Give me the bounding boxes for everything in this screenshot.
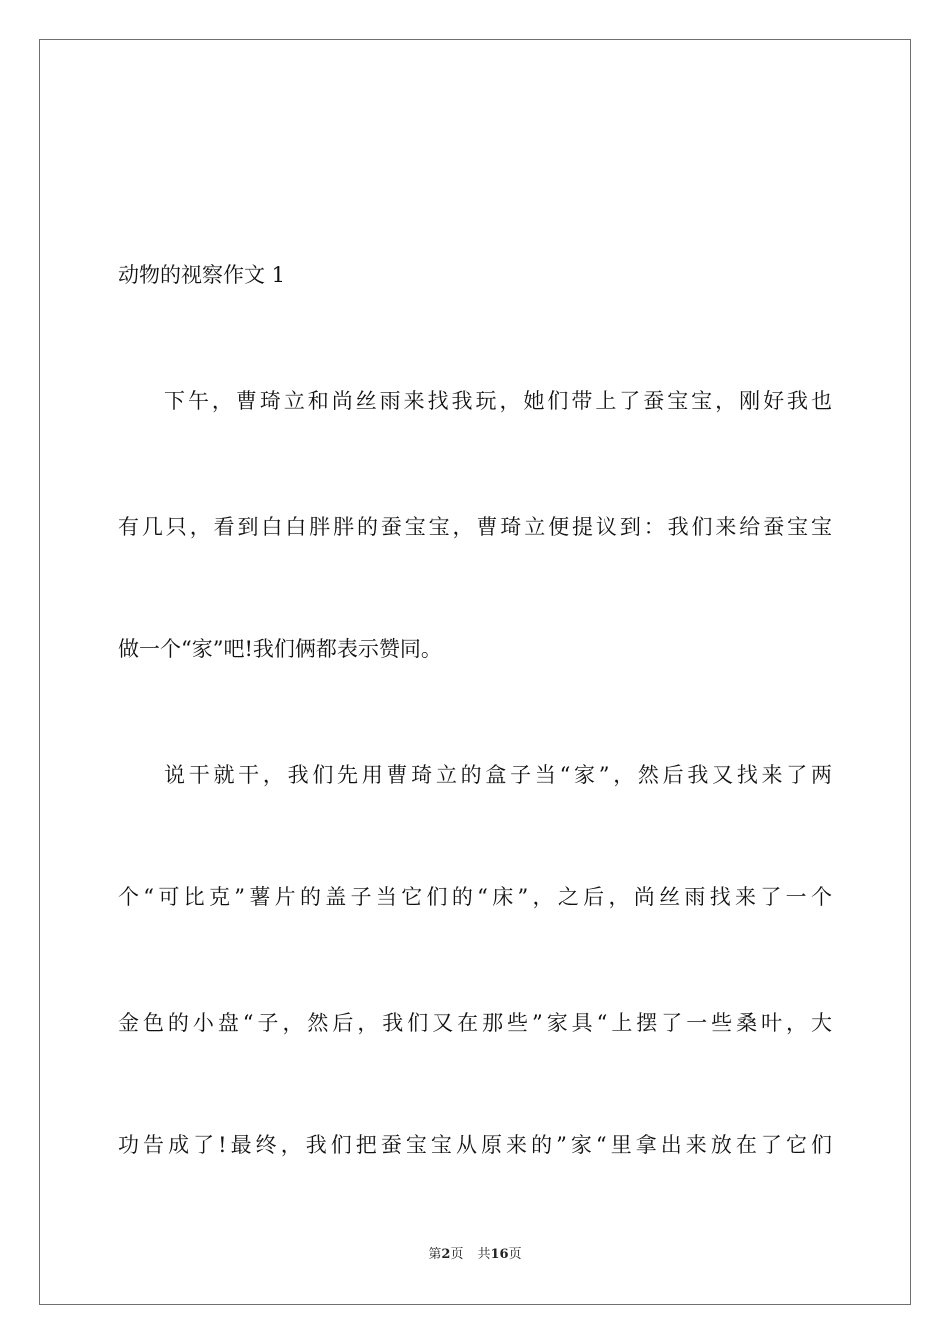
- current-page-number: 2: [441, 1247, 451, 1262]
- document-title: 动物的视察作文 1: [118, 263, 286, 287]
- paragraph-1-line-3: 做一个“家”吧!我们俩都表示赞同。: [118, 637, 442, 661]
- paragraph-2-line-2: 个“可比克”薯片的盖子当它们的“床”，之后，尚丝雨找来了一个: [118, 885, 832, 909]
- page-prefix: 第: [428, 1247, 442, 1262]
- paragraph-1-line-2: 有几只，看到白白胖胖的蚕宝宝，曹琦立便提议到：我们来给蚕宝宝: [118, 515, 832, 539]
- total-prefix: 共: [477, 1247, 491, 1262]
- page-border: [39, 39, 911, 1305]
- page-footer: [0, 1246, 950, 1264]
- total-suffix: 页: [508, 1247, 522, 1262]
- page-suffix: 页: [450, 1247, 464, 1262]
- paragraph-1-line-1: 下午，曹琦立和尚丝雨来找我玩，她们带上了蚕宝宝，刚好我也: [164, 389, 832, 413]
- paragraph-2-line-3: 金色的小盘“子，然后，我们又在那些”家具“上摆了一些桑叶，大: [118, 1011, 832, 1035]
- paragraph-2-line-1: 说干就干，我们先用曹琦立的盒子当“家”，然后我又找来了两: [164, 763, 832, 787]
- paragraph-2-line-4: 功告成了!最终，我们把蚕宝宝从原来的”家“里拿出来放在了它们: [118, 1133, 832, 1157]
- total-page-count: 16: [490, 1247, 509, 1262]
